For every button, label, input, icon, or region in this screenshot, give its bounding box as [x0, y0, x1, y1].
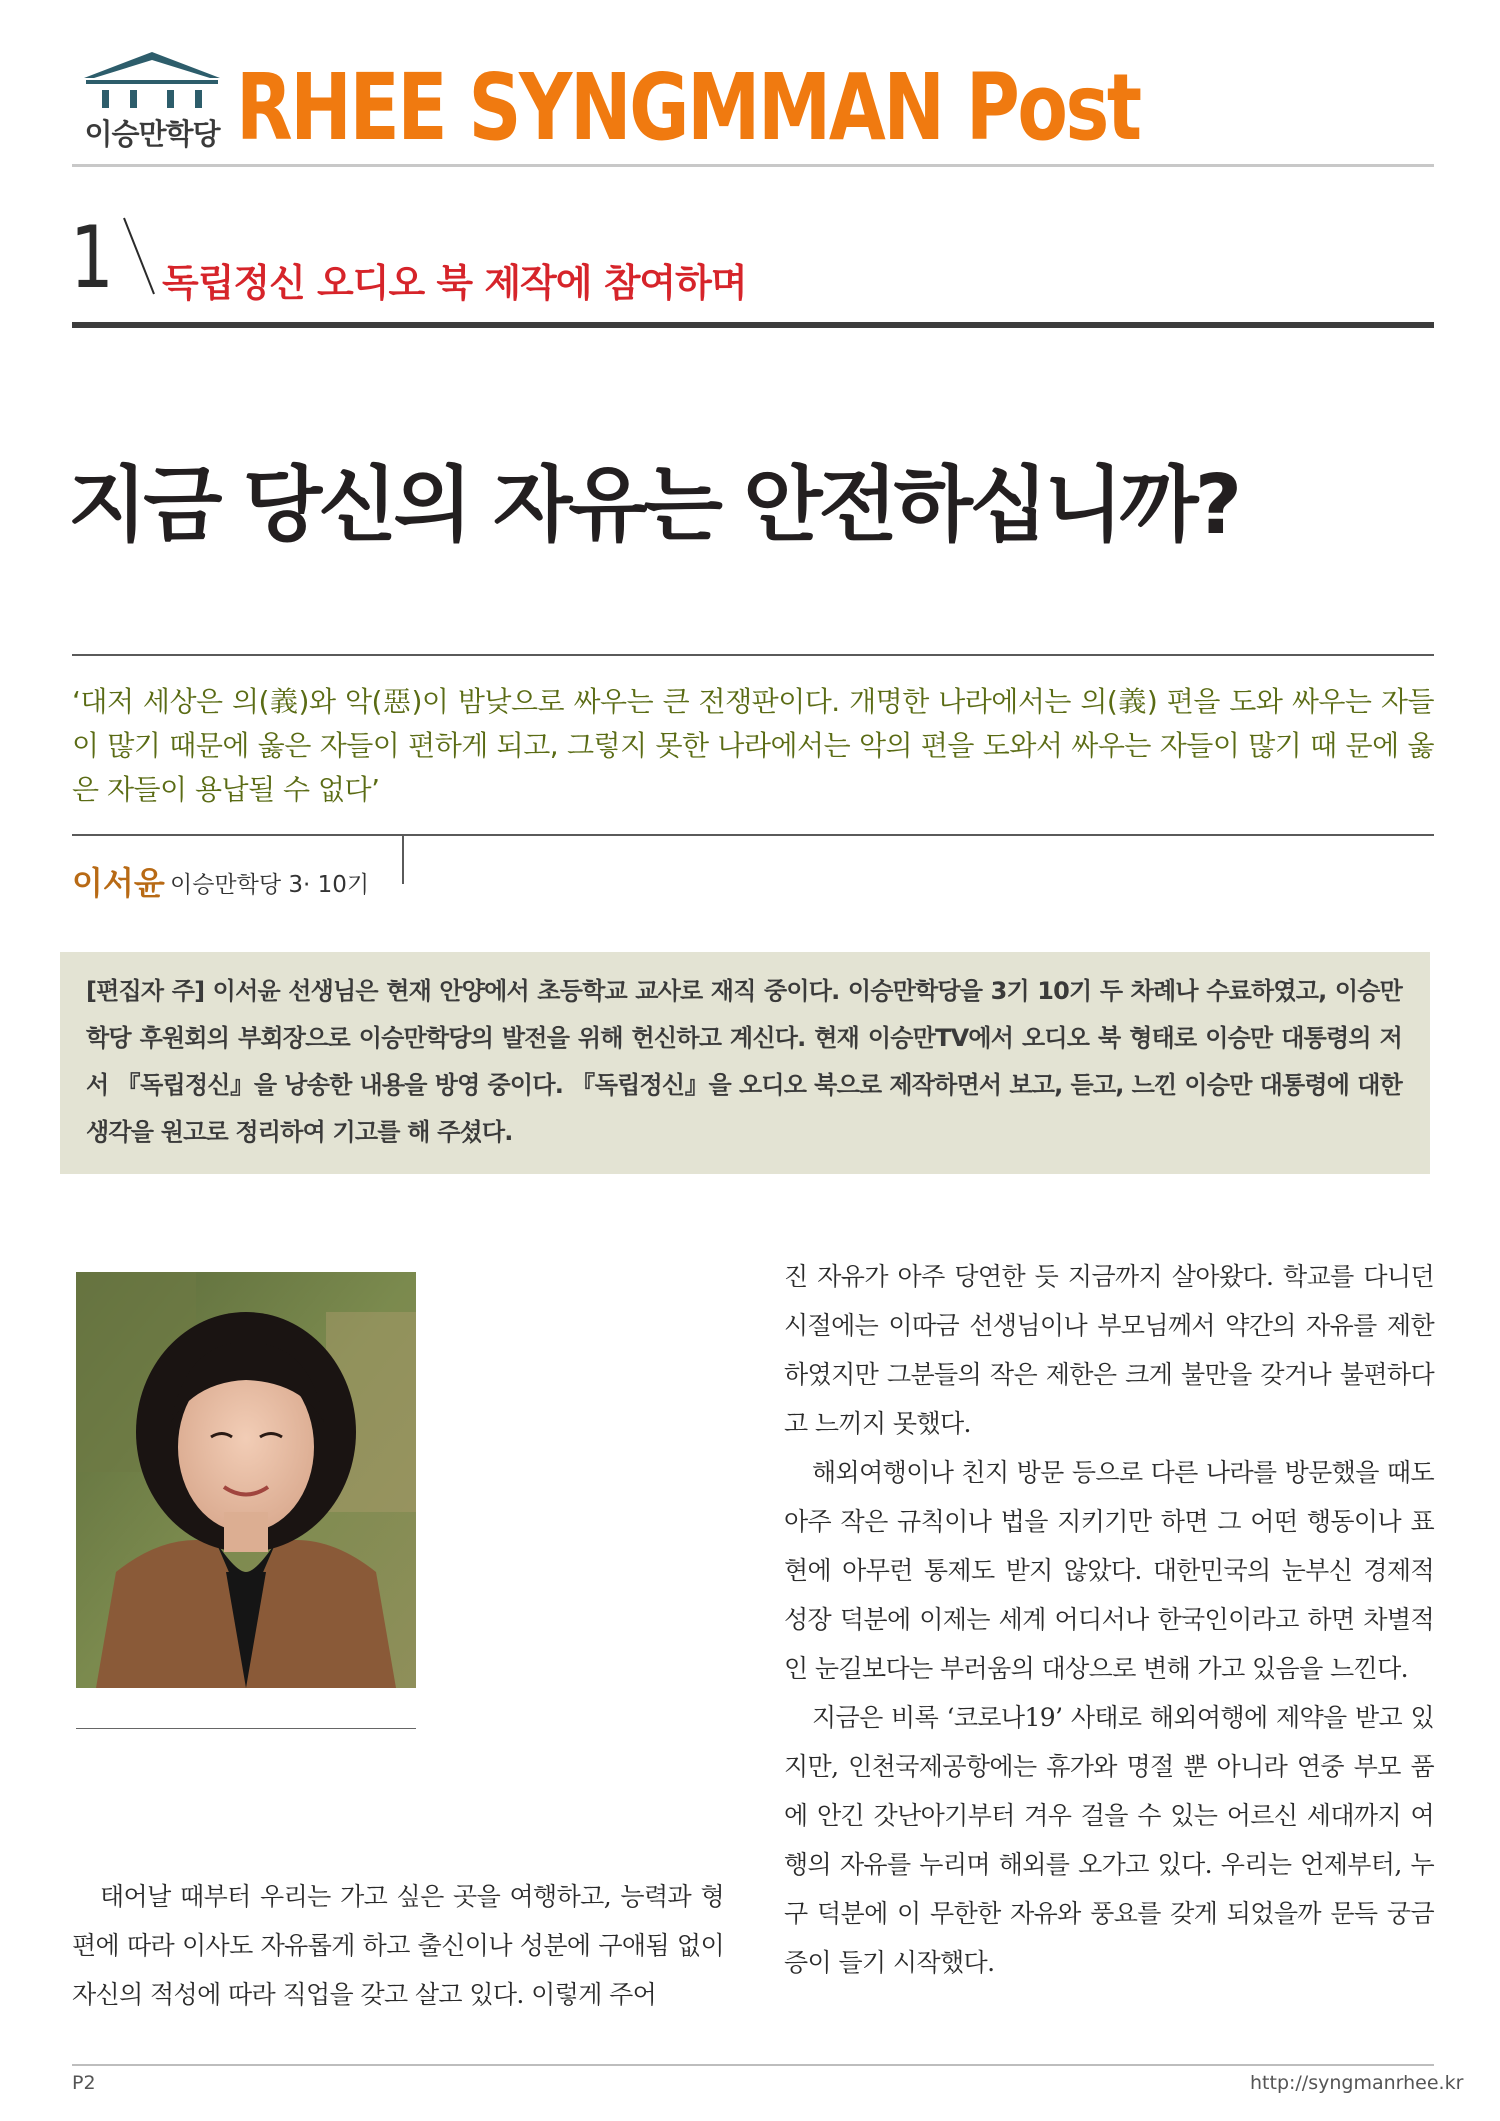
- photo-caption-rule: [76, 1728, 416, 1729]
- editor-note-box: [60, 952, 1430, 1174]
- section-number: 1: [70, 208, 114, 308]
- author-name: 이서윤: [72, 864, 165, 902]
- author-divider: [402, 836, 404, 884]
- logo-text: 이승만학당: [84, 117, 220, 151]
- footer-url[interactable]: http://syngmanrhee.kr: [1250, 2072, 1464, 2094]
- masthead-title: RHEE SYNGMMAN Post: [236, 54, 1140, 161]
- body-paragraph: 지금은 비록 ‘코로나19’ 사태로 해외여행에 제약을 받고 있지만, 인천국제공항에는 휴가와 명절 뿐 아니라 연중 부모 품에 안긴 갓난아기부터 겨우 걸을 수 있는 어르신 세대까지 여행의 자유를 누리며 해외를 오가고 있다. 우리는 언제부터, 누구 덕분에 이 무한한 자유와 풍요를 갖게 되었을까 문득 궁금증이 들기 시작했다.: [784, 1703, 1434, 1977]
- body-paragraph: 진 자유가 아주 당연한 듯 지금까지 살아왔다. 학교를 다니던 시절에는 이따금 선생님이나 부모님께서 약간의 자유를 제한하였지만 그분들의 작은 제한은 크게 불만을 갖거나 불편하다고 느끼지 못했다.: [784, 1262, 1434, 1438]
- hall-roof-icon: [72, 48, 232, 112]
- body-paragraph: 해외여행이나 친지 방문 등으로 다른 나라를 방문했을 때도 아주 작은 규칙이나 법을 지키기만 하면 그 어떤 행동이나 표현에 아무런 통제도 받지 않았다. 대한민국의 눈부신 경제적 성장 덕분에 이제는 세계 어디서나 한국인이라고 하면 차별적인 눈길보다는 부러움의 대상으로 변해 가고 있음을 느낀다.: [784, 1458, 1434, 1683]
- body-paragraph: 태어날 때부터 우리는 가고 싶은 곳을 여행하고, 능력과 형편에 따라 이사도 자유롭게 하고 출신이나 성분에 구애됨 없이 자신의 적성에 따라 직업을 갖고 살고 있다. 이렇게 주어: [72, 1882, 724, 2009]
- section-divider: [72, 322, 1434, 328]
- quote-bottom-rule: [72, 834, 1434, 836]
- backslash-divider-icon: [120, 214, 160, 298]
- author-photo: [76, 1272, 416, 1688]
- section-title: 독립정신 오디오 북 제작에 참여하며: [162, 261, 747, 305]
- logo: [72, 48, 232, 158]
- author-info: 이승만학당 3· 10기: [170, 872, 370, 898]
- pull-quote: ‘대저 세상은 의(義)와 악(惡)이 밤낮으로 싸우는 큰 전쟁판이다. 개명한 나라에서는 의(義) 편을 도와 싸우는 자들이 많기 때문에 옳은 자들이 편하게 되고, 그렇지 못한 나라에서는 악의 편을 도와서 싸우는 자들이 많기 때 문에 옳은 자들이 용납될 수 없다’: [72, 685, 1434, 806]
- body-column-left: [72, 1872, 724, 2019]
- editor-note: [편집자 주] 이서윤 선생님은 현재 안양에서 초등학교 교사로 재직 중이다. 이승만학당을 3기 10기 두 차례나 수료하였고, 이승만학당 후원회의 부회장으로 이승만학당의 발전을 위해 헌신하고 계신다. 현재 이승만TV에서 오디오 북 형태로 이승만 대통령의 저서 『독립정신』을 낭송한 내용을 방영 중이다. 『독립정신』을 오디오 북으로 제작하면서 보고, 듣고, 느낀 이승만 대통령에 대한 생각을 원고로 정리하여 기고를 해 주셨다.: [86, 977, 1402, 1146]
- body-column-right: [784, 1252, 1434, 1987]
- article-headline: 지금 당신의 자유는 안전하십니까?: [68, 458, 1239, 553]
- masthead-divider: [72, 164, 1434, 167]
- page-number: P2: [72, 2072, 96, 2094]
- footer-divider: [72, 2064, 1434, 2066]
- quote-top-rule: [72, 654, 1434, 656]
